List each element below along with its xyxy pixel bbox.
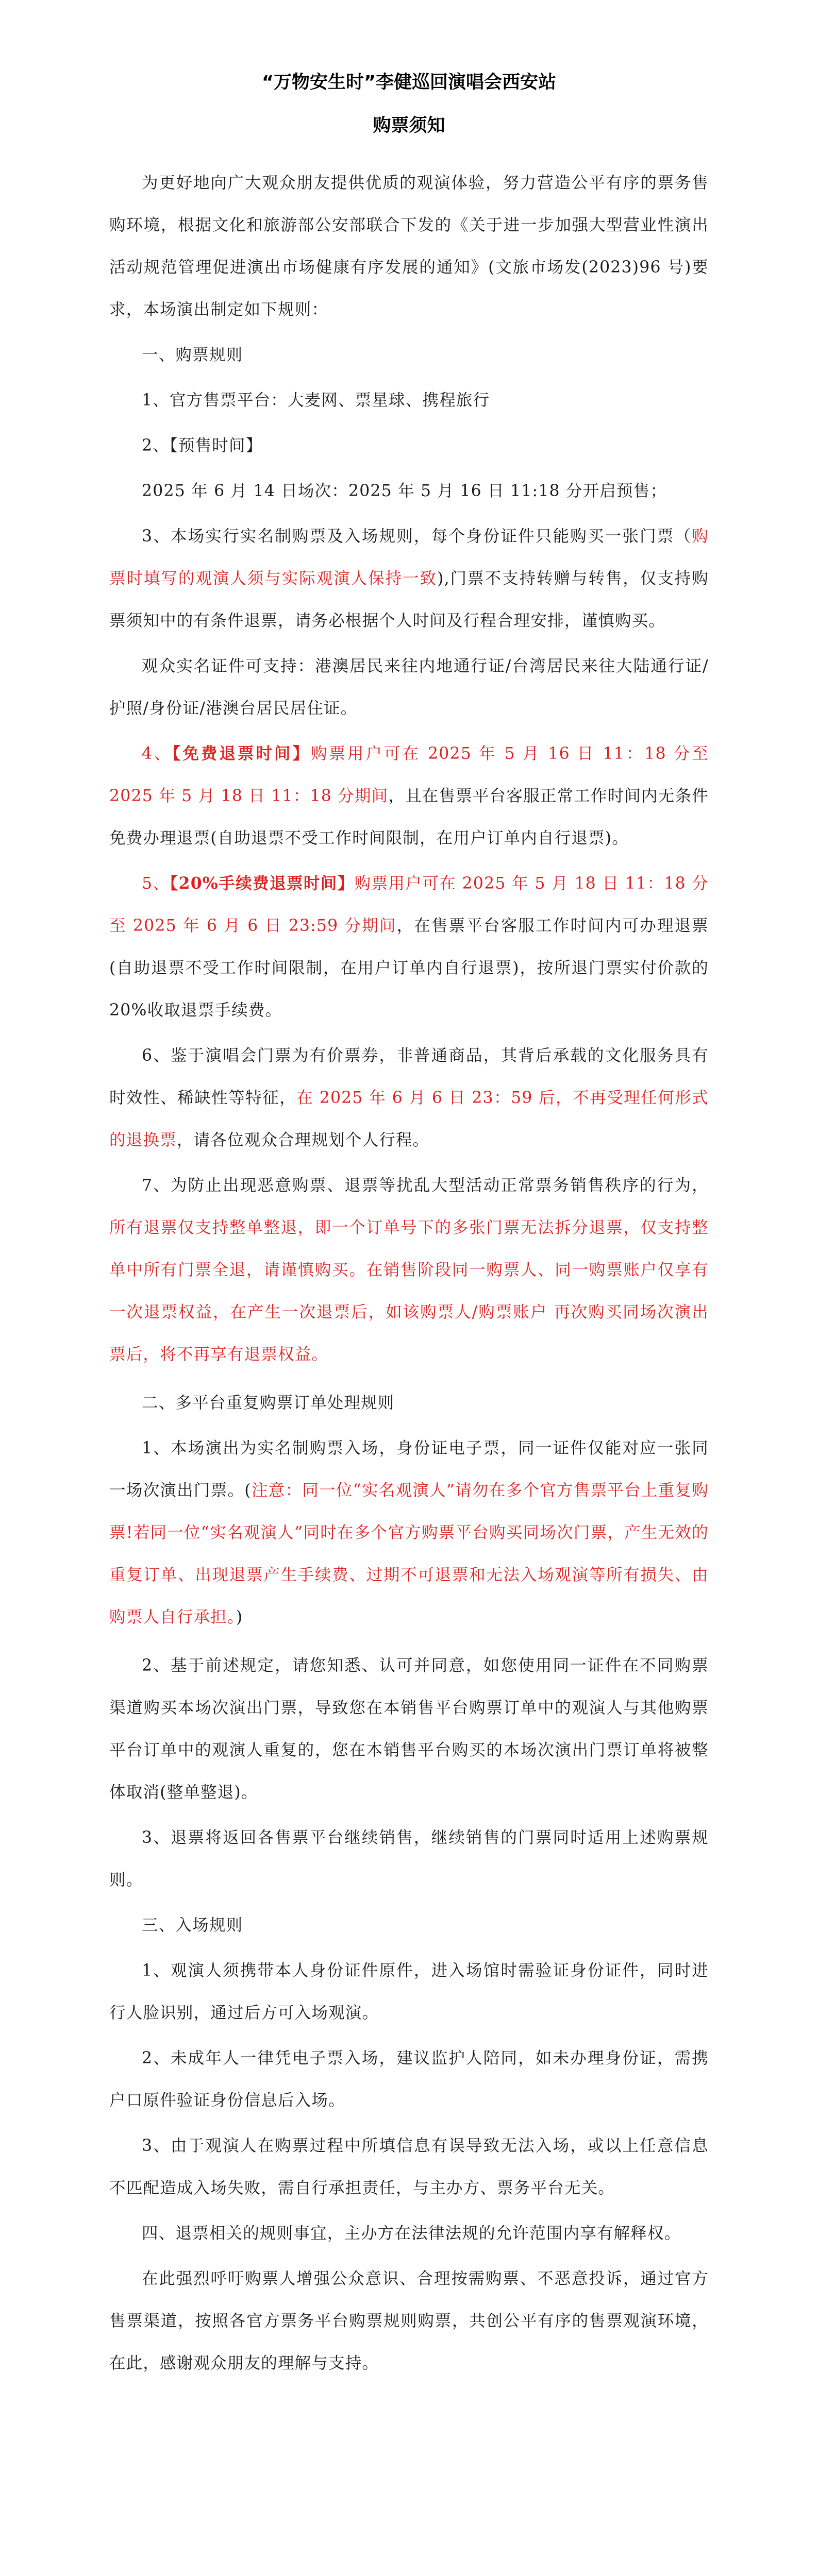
rule-real-name-text-a: 3、本场实行实名制购票及入场规则，每个身份证件只能购买一张门票（ (142, 527, 692, 546)
rule-whole-order-refund (109, 1164, 709, 1376)
rule-no-refund-text-b: ，请各位观众合理规划个人行程。 (176, 1131, 430, 1149)
section-3-heading: 三、入场规则 (142, 1916, 243, 1935)
rule-real-name-text-b: ),门票不支持转赠与转售，仅支持购票须知中的有条件退票，请务必根据个人时间及行程合理安排，谨慎购买。 (109, 569, 709, 630)
closing-paragraph: 在此强烈呼吁购票人增强公众意识、合理按需购票、不恶意投诉，通过官方售票渠道，按照各官方票务平台购票规则购票，共创公平有序的售票观演环境，在此，感谢观众朋友的理解与支持。 (109, 2269, 709, 2372)
rule-fee-refund (109, 862, 709, 1031)
rule-id-documents: 观众实名证件可支持：港澳居民来往内地通行证/台湾居民来往大陆通行证/护照/身份证/港澳台居民居住证。 (109, 657, 709, 718)
section-2-heading: 二、多平台重复购票订单处理规则 (142, 1394, 395, 1412)
rule-fee-refund-label: 【20%手续费退票时间】 (170, 874, 355, 893)
page-subtitle: 购票须知 (373, 115, 445, 136)
rule-whole-order-highlight: 所有退票仅支持整单整退，即一个订单号下的多张门票无法拆分退票，仅支持整单中所有门票全退，请谨慎购买。在销售阶段同一购票人、同一购票账户仅享有一次退票权益，在产生一次退票后，如该购票人/购票账户 再次购买同场次演出票后，将不再享有退票权益。 (109, 1218, 709, 1364)
rule-free-refund-number: 4、 (142, 744, 173, 763)
rule-duplicate-orders (109, 1427, 709, 1638)
rule-official-platforms: 1、官方售票平台：大麦网、票星球、携程旅行 (142, 391, 490, 410)
rule-duplicate-text-b: ) (236, 1608, 243, 1626)
rule-presale-heading: 2、【预售时间】 (142, 436, 263, 455)
rule-entry-id: 1、观演人须携带本人身份证件原件，进入场馆时需验证身份证件，同时进行人脸识别，通过后方可入场观演。 (109, 1961, 709, 2022)
rule-no-refund-after (109, 1035, 709, 1161)
page-title: “万物安生时”李健巡回演唱会西安站 (261, 72, 556, 93)
rule-free-refund-text: ，且在售票平台客服正常工作时间内无条件免费办理退票(自助退票不受工作时间限制，在用户订单内自行退票)。 (109, 787, 709, 848)
intro-paragraph: 为更好地向广大观众朋友提供优质的观演体验，努力营造公平有序的票务售购环境，根据文化和旅游部公安部联合下发的《关于进一步加强大型营业性演出活动规范管理促进演出市场健康有序发展的通知》(文旅市场发(2023)96 号)要求，本场演出制定如下规则： (109, 174, 709, 319)
rule-real-name-highlight: 购票时填写的观演人须与实际观演人保持一致 (109, 527, 709, 588)
rule-fee-refund-period: 购票用户可在 2025 年 5 月 18 日 11：18 分至 2025 年 6 月 6 日 23:59 分期间 (109, 874, 709, 935)
rule-duplicate-text-a: 1、本场演出为实名制购票入场，身份证电子票，同一证件仅能对应一张同一场次演出门票。( (109, 1439, 709, 1500)
rule-fee-refund-text: ，在售票平台客服工作时间内可办理退票(自助退票不受工作时间限制，在用户订单内自行退票)，按所退门票实付价款的 20%收取退票手续费。 (109, 917, 709, 1020)
rule-duplicate-highlight: 注意：同一位“实名观演人”请勿在多个官方售票平台上重复购票!若同一位“实名观演人”同时在多个官方购票平台购买同场次门票，产生无效的重复订单、出现退票产生手续费、过期不可退票和无法入场观演等所有损失、由购票人自行承担。 (109, 1481, 709, 1626)
rule-entry-info-error: 3、由于观演人在购票过程中所填信息有误导致无法入场，或以上任意信息不匹配造成入场失败，需自行承担责任，与主办方、票务平台无关。 (109, 2137, 709, 2197)
rule-whole-order-text: 7、为防止出现恶意购票、退票等扰乱大型活动正常票务销售秩序的行为， (142, 1176, 709, 1195)
rule-real-name (109, 515, 709, 642)
rule-no-refund-text-a: 6、鉴于演唱会门票为有价票券，非普通商品，其背后承载的文化服务具有时效性、稀缺性等特征， (109, 1046, 709, 1107)
rule-fee-refund-number: 5、 (142, 874, 170, 893)
rule-presale-time: 2025 年 6 月 14 日场次：2025 年 5 月 16 日 11:18 分开启预售； (142, 482, 667, 500)
rule-no-refund-highlight: 在 2025 年 6 月 6 日 23：59 后，不再受理任何形式的退换票 (109, 1089, 709, 1149)
rule-free-refund-label: 【免费退票时间】 (172, 744, 311, 763)
rule-resale: 3、退票将返回各售票平台继续销售，继续销售的门票同时适用上述购票规则。 (109, 1828, 709, 1889)
rule-free-refund (109, 733, 709, 859)
rule-duplicate-cancel: 2、基于前述规定，请您知悉、认可并同意，如您使用同一证件在不同购票渠道购买本场次演出门票，导致您在本销售平台购票订单中的观演人与其他购票平台订单中的观演人重复的，您在本销售平台购买的本场次演出门票订单将被整体取消(整单整退)。 (109, 1656, 709, 1802)
section-1-heading: 一、购票规则 (142, 346, 243, 364)
rule-free-refund-period: 购票用户可在 2025 年 5 月 16 日 11：18 分至 2025 年 5 月 18 日 11：18 分期间 (109, 744, 709, 805)
section-4-paragraph: 四、退票相关的规则事宜，主办方在法律法规的允许范围内享有解释权。 (142, 2224, 681, 2243)
rule-entry-minors: 2、未成年人一律凭电子票入场，建议监护人陪同，如未办理身份证，需携户口原件验证身份信息后入场。 (109, 2049, 709, 2110)
